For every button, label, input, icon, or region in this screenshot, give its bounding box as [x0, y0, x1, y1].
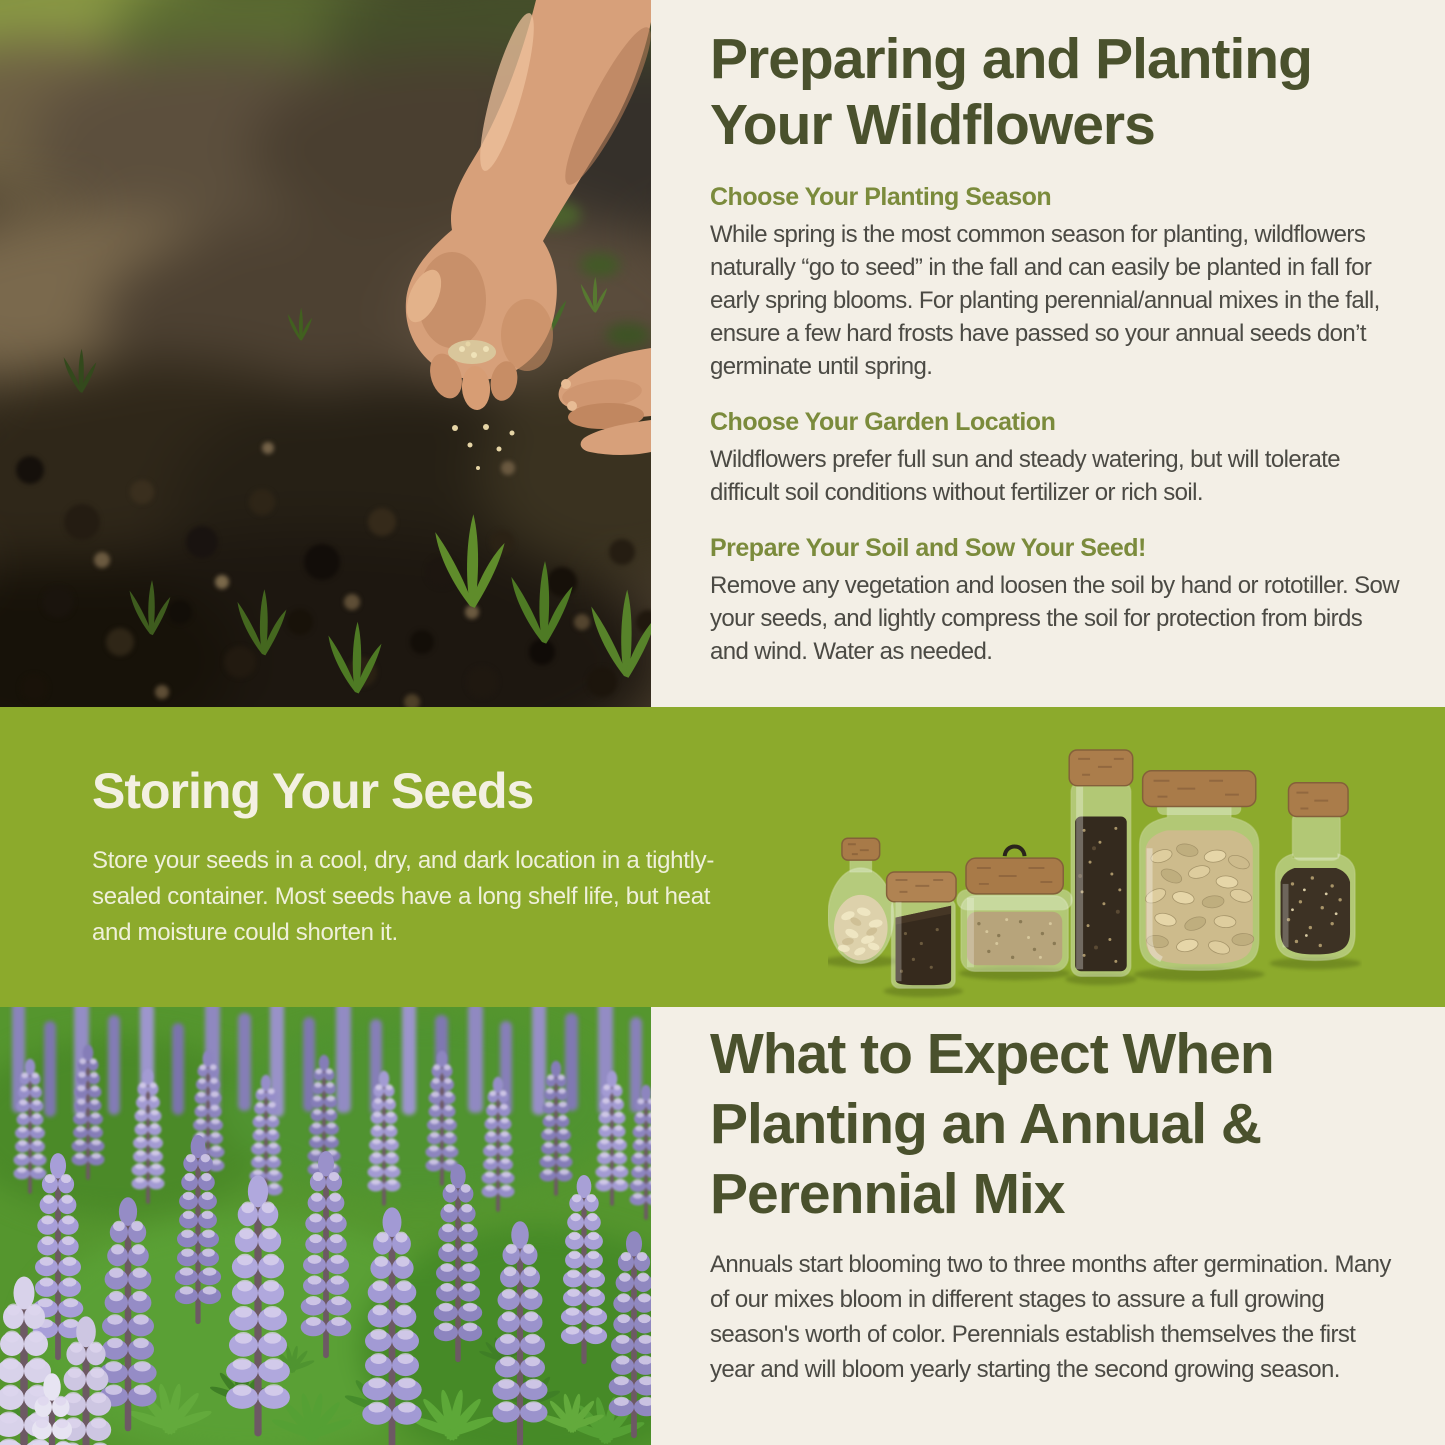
bottom-section — [0, 1007, 1445, 1445]
prepare-soil-paragraph: Remove any vegetation and loosen the soil by hand or rototiller. Sow your seeds, and lightly compress the soil for protection from birds and wind. Water as needed. — [710, 572, 1399, 665]
seed-jars-illustration — [828, 745, 1362, 1005]
top-title: Preparing and Planting Your Wildflowers — [710, 27, 1312, 157]
seed-jars-photo — [828, 745, 1362, 1005]
lupine-field-photo — [0, 1007, 651, 1445]
bottom-title: What to Expect When Planting an Annual & Perennial Mix — [710, 1022, 1274, 1226]
top-text-column — [651, 0, 1445, 707]
squat-jar — [957, 846, 1072, 971]
planting-season-paragraph: While spring is the most common season for planting, wildflowers naturally “go to seed” in the fall and can easily be planted in fall for early spring blooms. For planting perennial/annual mixes in the fall, ensure a few hard frosts have passed so your annual seeds don’t germinate until spring. — [710, 221, 1380, 380]
planting-season-heading: Choose Your Planting Season — [710, 183, 1052, 211]
soil-photo — [0, 0, 651, 707]
planting-season-block — [710, 182, 1405, 383]
bottom-paragraph: Annuals start blooming two to three months after germination. Many of our mixes bloom in different stages to assure a full growing season's worth of color. Perennials establish themselves the first year and will bloom yearly starting the second growing season. — [710, 1251, 1391, 1383]
prepare-soil-block — [710, 533, 1405, 668]
band-paragraph: Store your seeds in a cool, dry, and dark location in a tightly-sealed container. Most seeds have a long shelf life, but heat and moisture could shorten it. — [92, 847, 715, 946]
band-title: Storing Your Seeds — [92, 763, 534, 819]
garden-location-paragraph: Wildflowers prefer full sun and steady watering, but will tolerate difficult soil conditions without fertilizer or rich soil. — [710, 446, 1341, 506]
garden-location-block — [710, 407, 1405, 509]
lupine-field-illustration — [0, 1007, 651, 1445]
bottom-text-column — [651, 1007, 1445, 1445]
top-section — [0, 0, 1445, 707]
pumpkin-seeds-jar — [1140, 771, 1259, 970]
soil-photo-illustration — [0, 0, 651, 707]
prepare-soil-heading: Prepare Your Soil and Sow Your Seed! — [710, 534, 1146, 562]
band-text-column — [92, 763, 732, 951]
mixed-seeds-bottle — [1276, 783, 1355, 961]
garden-location-heading: Choose Your Garden Location — [710, 408, 1056, 436]
storing-seeds-band — [0, 707, 1445, 1007]
dark-seeds-jar — [887, 872, 956, 988]
tall-tube-jar — [1069, 750, 1133, 976]
beans-jar — [828, 838, 893, 963]
